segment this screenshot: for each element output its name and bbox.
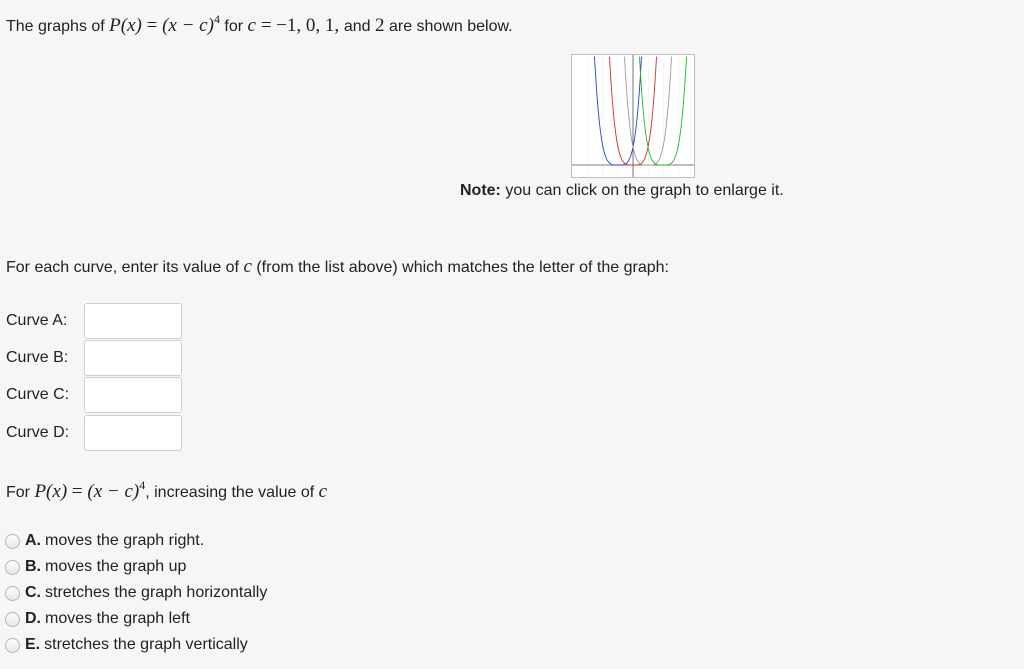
instructions-prefix: For each curve, enter its value of <box>6 259 244 276</box>
instructions-suffix: (from the list above) which matches the letter of the graph: <box>251 259 669 276</box>
curve-d-label: Curve D: <box>6 424 70 441</box>
function-name: P(x) <box>109 15 142 36</box>
intro-text <box>6 12 513 37</box>
curve-b-label: Curve B: <box>6 349 69 366</box>
curve-a-row <box>6 303 182 339</box>
radio-button[interactable] <box>5 560 20 575</box>
curve-c-label: Curve C: <box>6 386 70 403</box>
option-b[interactable] <box>5 556 186 578</box>
curve-c-row <box>6 377 182 413</box>
function-expression: (x − c) <box>162 15 214 36</box>
c-values: = −1, 0, 1, <box>255 15 344 36</box>
and-text: and <box>343 18 376 35</box>
option-text: moves the graph up <box>45 558 187 575</box>
note-text <box>460 182 784 200</box>
curve-a-input[interactable] <box>84 303 182 339</box>
function-expression: (x − c) <box>87 481 140 502</box>
option-text: stretches the graph horizontally <box>45 584 268 601</box>
option-letter: A. <box>25 532 41 549</box>
option-letter: B. <box>25 558 41 575</box>
equals-sign: = <box>141 15 163 36</box>
radio-button[interactable] <box>5 586 20 601</box>
option-text: moves the graph left <box>45 610 190 627</box>
instructions-text <box>6 256 669 278</box>
option-letter: D. <box>25 610 41 627</box>
graph-plot <box>572 55 694 177</box>
option-text: stretches the graph vertically <box>44 636 248 653</box>
last-value: 2 <box>375 15 385 36</box>
intro-prefix: The graphs of <box>6 18 110 35</box>
intro-suffix: are shown below. <box>384 18 513 35</box>
c-variable: c <box>318 481 328 502</box>
curve-b-input[interactable] <box>84 340 182 376</box>
c-variable: c <box>243 256 252 277</box>
radio-button[interactable] <box>5 534 20 549</box>
option-letter: E. <box>25 636 41 653</box>
note-label: Note: <box>460 182 501 199</box>
curve-b-row <box>6 340 182 376</box>
curve-d-row <box>6 415 182 451</box>
option-d[interactable] <box>5 608 190 630</box>
option-e[interactable] <box>5 634 248 656</box>
curve-c-input[interactable] <box>84 377 182 413</box>
radio-button[interactable] <box>5 612 20 627</box>
option-text: moves the graph right. <box>45 532 205 549</box>
question-prefix: For <box>6 484 35 501</box>
exponent: 4 <box>139 478 146 492</box>
graph-thumbnail[interactable] <box>571 54 695 178</box>
option-c[interactable] <box>5 582 267 604</box>
curve-a-label: Curve A: <box>6 312 68 329</box>
question-text <box>6 478 327 503</box>
for-text: for <box>219 18 248 35</box>
equals-sign: = <box>67 481 88 502</box>
option-letter: C. <box>25 584 41 601</box>
option-a[interactable] <box>5 530 204 552</box>
radio-button[interactable] <box>5 638 20 653</box>
note-body: you can click on the graph to enlarge it. <box>500 182 784 199</box>
function-name: P(x) <box>34 481 68 502</box>
curve-d-input[interactable] <box>84 415 182 451</box>
question-mid: , increasing the value of <box>145 484 319 501</box>
exponent: 4 <box>213 12 220 26</box>
c-variable: c <box>247 15 256 36</box>
graph-curves <box>595 57 687 165</box>
